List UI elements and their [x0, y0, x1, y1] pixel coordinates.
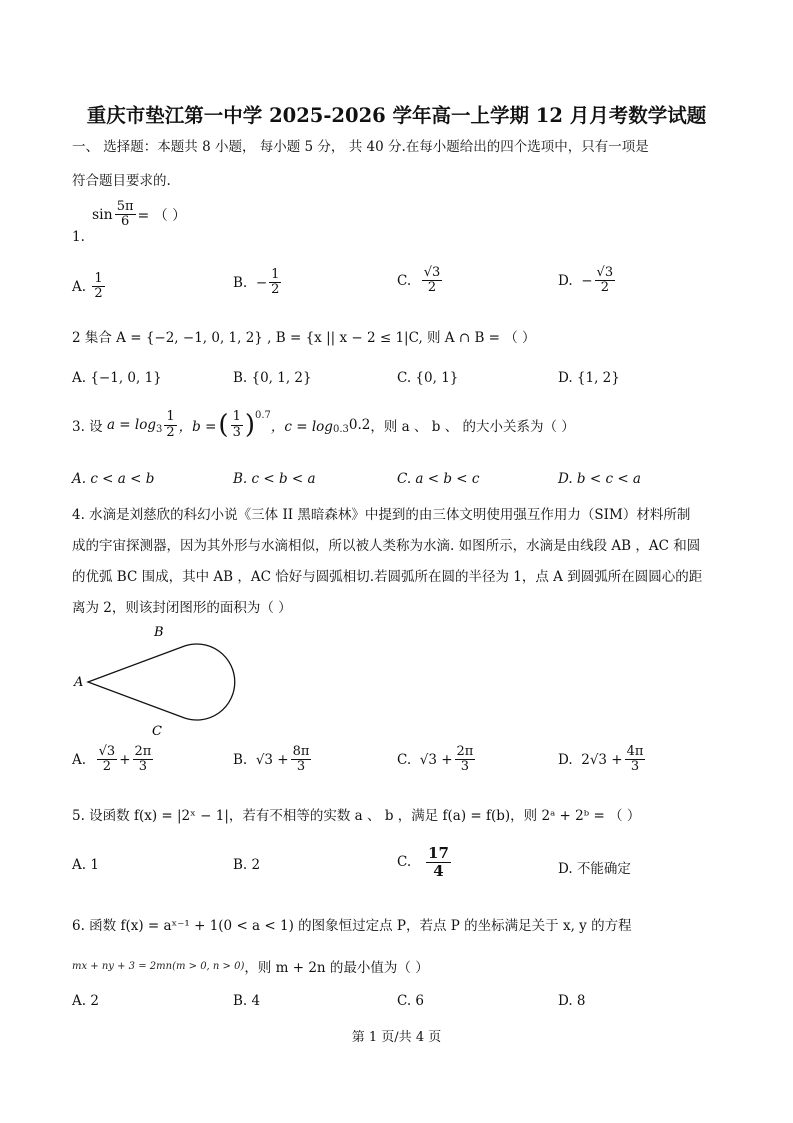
q5-text: 5. 设函数 f(x) = |2ˣ − 1|，若有不相等的实数 a 、 b ，满足 f(a) = f(b)，则 2ᵃ + 2ᵇ = （ ）: [72, 808, 641, 824]
option-label: C.: [397, 751, 412, 768]
frac-num: 1: [94, 271, 103, 286]
option-label: C.: [397, 854, 412, 870]
frac-num: 2π: [134, 744, 152, 759]
q1-option-c: [397, 266, 444, 296]
q3-a-sub: 3: [156, 423, 163, 435]
page-title: 重庆市垫江第一中学 2025-2026 学年高一上学期 12 月月考数学试题: [86, 104, 707, 127]
q4-line1: 4. 水滴是刘慈欣的科幻小说《三体 II 黑暗森林》中提到的由三体文明使用强互作用力（SIM）材料所制: [72, 507, 691, 523]
frac-num: 17: [428, 844, 449, 862]
q6-option-b: B. 4: [233, 993, 261, 1009]
frac-num: 2π: [456, 744, 474, 759]
q6-line1: 6. 函数 f(x) = aˣ⁻¹ + 1(0 < a < 1) 的图象恒过定点 P，若点 P 的坐标满足关于 x, y 的方程: [72, 918, 632, 934]
section-instructions-line1: 一、 选择题：本题共 8 小题， 每小题 5 分， 共 40 分.在每小题给出的四个选项中，只有一项是: [72, 139, 649, 155]
q1-frac-den: 6: [120, 214, 130, 230]
q3-b-expr: ，b =: [178, 419, 217, 435]
option-label: C.: [397, 272, 412, 289]
q4-option-d: [558, 745, 647, 775]
q4-option-c: [397, 745, 477, 775]
q6-tail: ，则 m + 2n 的最小值为（ ）: [244, 960, 429, 976]
frac-num: 4π: [626, 744, 644, 759]
frac-num: √3: [596, 265, 614, 280]
q4-line2: 成的宇宙探测器，因为其外形与水滴相似，所以被人类称为水滴. 如图所示，水滴是由线段 AB ，AC 和圆: [72, 538, 701, 554]
frac-num: √3: [423, 265, 441, 280]
option-label: D.: [558, 751, 573, 768]
q3-option-c: C. a < b < c: [397, 471, 480, 487]
q4-option-a: [72, 745, 155, 775]
q1-expression: [92, 200, 186, 230]
q1-number: 1.: [72, 229, 85, 245]
term: √3 +: [419, 751, 453, 768]
option-label: B.: [233, 274, 248, 291]
frac-num: 1: [166, 409, 175, 425]
q3-lead: 3. 设: [72, 419, 103, 435]
q1-option-b: [233, 268, 283, 298]
frac-den: 3: [460, 759, 470, 775]
point-b-label: B: [154, 625, 164, 640]
q3-tail: ，则 a 、 b 、 的大小关系为（ ）: [370, 419, 575, 435]
sign: −: [581, 272, 593, 289]
q1-frac-num: 5π: [116, 199, 134, 214]
q2-option-c: C. {0, 1}: [397, 370, 459, 386]
frac-den: 2: [94, 286, 103, 302]
q4-option-b: [233, 745, 313, 775]
q1-fraction: [115, 200, 136, 230]
q3-c-expr: ，c = log: [270, 419, 333, 435]
frac-num: 1: [271, 267, 280, 282]
q3-option-d: D. b < c < a: [558, 471, 641, 487]
q6-option-a: A. 2: [72, 993, 99, 1009]
point-a-label: A: [74, 675, 84, 690]
q2-text: 2 集合 A = {−2, −1, 0, 1, 2} , B = {x || x − 2 ≤ 1|C, 则 A ∩ B = （ ）: [72, 330, 536, 346]
q5-option-c: [397, 845, 453, 879]
q1-option-a: [72, 272, 107, 302]
q3-left-paren: (: [218, 410, 229, 440]
q1-sin: sin: [92, 206, 113, 223]
water-drop-outline: [88, 644, 235, 720]
frac-den: 3: [630, 759, 640, 775]
frac-num: √3: [98, 744, 116, 759]
q1-option-d: [558, 266, 617, 296]
frac-den: 2: [102, 759, 112, 775]
q6-equation: mx + ny + 3 = 2mn(m > 0, n > 0): [72, 960, 245, 972]
option-label: A.: [72, 278, 87, 295]
option-label: D.: [558, 272, 573, 289]
plus-sign: +: [119, 751, 131, 768]
q6-option-d: D. 8: [558, 993, 586, 1009]
q3-right-paren: ): [244, 410, 255, 440]
frac-den: 2: [600, 280, 609, 296]
frac-den: 2: [166, 424, 175, 440]
term: √3 +: [255, 751, 289, 768]
section-instructions-line2: 符合题目要求的.: [72, 173, 171, 189]
q3-c-val: 0.2: [348, 417, 371, 433]
q3-option-a: A. c < a < b: [72, 471, 155, 487]
frac-den: 2: [427, 280, 437, 296]
q6-option-c: C. 6: [397, 993, 425, 1009]
q5-option-b: B. 2: [233, 857, 261, 873]
q1-tail: = （ ）: [137, 207, 187, 224]
frac-den: 3: [138, 759, 148, 775]
q6-line2: [72, 956, 429, 976]
q4-line3: 的优弧 BC 围成，其中 AB ，AC 恰好与圆弧相切.若圆弧所在圆的半径为 1，点 A 到圆弧所在圆圆心的距: [72, 569, 703, 585]
q3-a-expr: a = log: [106, 417, 156, 433]
q3-text: [72, 410, 575, 440]
frac-num: 1: [232, 409, 241, 425]
frac-den: 4: [433, 861, 444, 880]
frac-den: 3: [296, 759, 306, 775]
q2-option-b: B. {0, 1, 2}: [233, 370, 312, 386]
q4-line4: 离为 2，则该封闭图形的面积为（ ）: [72, 600, 292, 616]
sign: −: [255, 274, 268, 291]
q5-option-d: D. 不能确定: [558, 861, 631, 877]
q3-b-exp: 0.7: [255, 410, 271, 421]
page-footer: 第 1 页/共 4 页: [351, 1030, 442, 1045]
q2-option-a: A. {−1, 0, 1}: [72, 370, 162, 386]
frac-den: 3: [232, 424, 241, 440]
q2-option-d: D. {1, 2}: [558, 370, 620, 386]
frac-den: 2: [271, 282, 280, 298]
q5-option-a: A. 1: [72, 857, 99, 873]
frac-num: 8π: [292, 744, 310, 759]
option-label: B.: [233, 751, 248, 768]
water-drop-figure: [70, 622, 245, 740]
option-label: A.: [72, 751, 87, 768]
q3-option-b: B. c < b < a: [233, 471, 316, 487]
term: 2√3 +: [581, 751, 623, 768]
q3-c-sub: 0.3: [332, 423, 349, 435]
point-c-label: C: [152, 724, 162, 739]
